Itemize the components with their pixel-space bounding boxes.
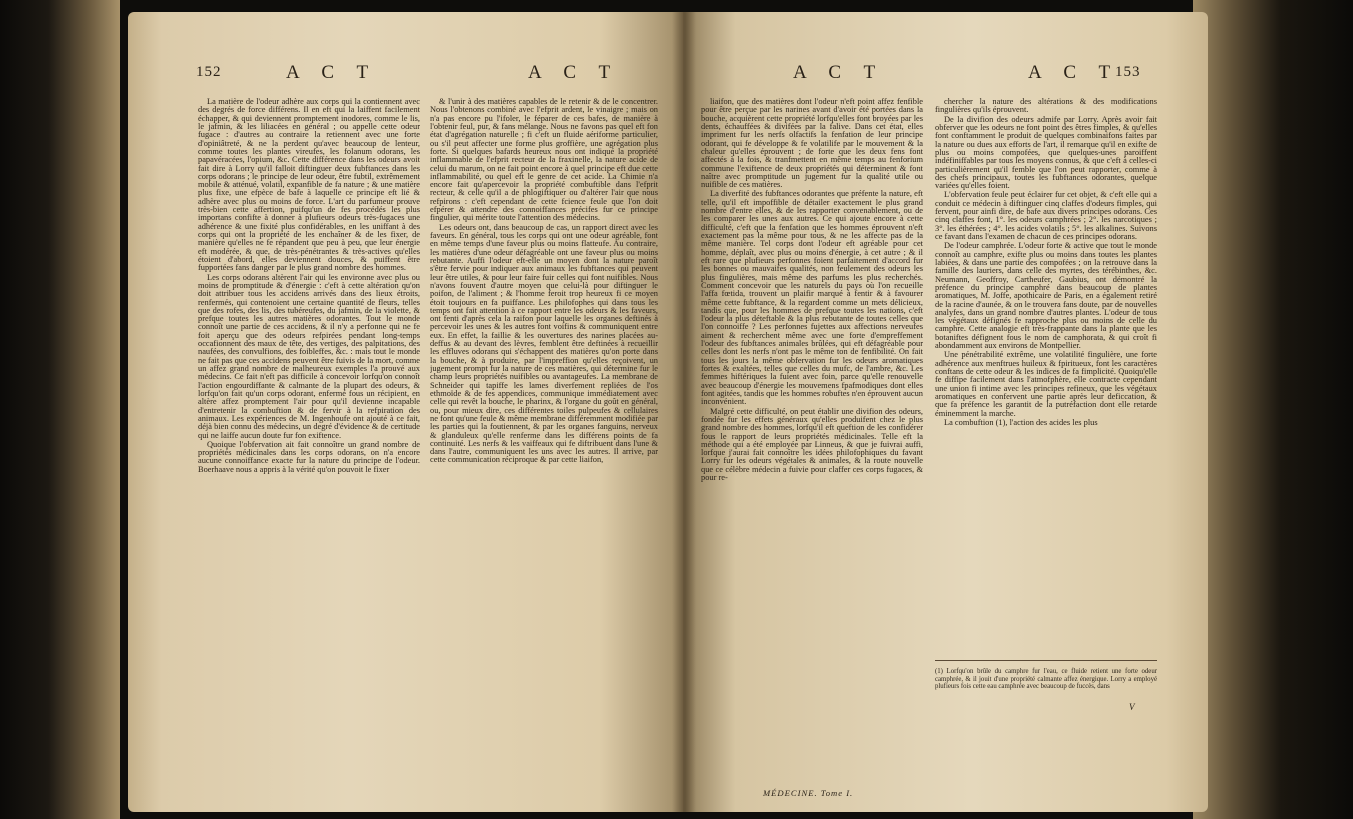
paragraph: & l'unir à des matières capables de le retenir & de le concentrer. Nous l'obtenons combiné avec l'efprit ardent, le vinaigre ; mais on n'a pas encore pu l'ifoler, le féparer de ces bafes, de manière à l'obtenir feul, pur, & fans mélange. Nous ne favons pas quel eft fon état d'agrégation naturelle ; fi c'eft un fluide aériforme particulier, ou s'il peut affecter une forme plus groffière, une agrégation plus forte. Si quelques bafards heureux nous ont indiqué la propriété inflammable de l'efprit recteur de la fraxinelle, la nature acide de celui du marum, on ne fait point encore à quel principe eft due cette inflammabilité, ou quel eft le genre de cet acide. La Chimie n'a encore fait qu'apercevoir la propriété combuftible dans l'efprit recteur, & celle qu'il a de phlogiftiquer ou d'altérer l'air que nous refpirons : c'eft cependant de cette fcience feule que l'on doit efpérer & attendre des connoiffances précifes fur ce principe fingulier, qui mérite toute l'attention des médecins. bbox=[430, 98, 658, 223]
paragraph: Les odeurs ont, dans beaucoup de cas, un rapport direct avec les faveurs. En général, tous les corps qui ont une odeur agréable, font en même temps d'une faveur plus ou moins flatteufe. Au contraire, les matières d'une odeur défagréable ont une faveur plus ou moins rebutante. Auffi l'odeur eft-elle un moyen dont la nature paroît s'être fervie pour indiquer aux animaux les fubftances qui peuvent leur être utiles, & pour leur faire fuir celles qui font nuifibles. Nous n'avons fouvent d'autre moyen que celui-là pour diftinguer le poifon, de l'aliment ; & l'homme feroit trop heureux fi ce moyen étoit toujours en fa puiffance. Les philofophes qui dans tous les temps ont fait attention à ce rapport entre les odeurs & les faveurs, ont fenti d'après cela la raifon pour laquelle les organes deftinés à percevoir les unes & les autres font voifins & communiquent entre eux. En effet, la faillie & les ouvertures des narines placées au-deffus & au devant des lèvres, femblent être deftinées à recueillir les effluves odorans qui s'échappent des matières qu'on porte dans la bouche, & à produire, par l'impreffion qu'elles reçoivent, un jugement prompt fur la nature de ces matières, qui détermine fur le champ leurs propriétés nuifibles ou avantageufes. La membrane de Schneider qui tapiffe les lames diverfement repliées de l'os ethmoïde & de fes appendices, communique immédiatement avec celle qui revêt la bouche, le pharinx, & l'organe du goût en général, ou, pour mieux dire, ces différentes toiles pulpeufes & cellulaires ne font qu'une feule & même membrane différemment modifiée par les parties qui la foutiennent, & par les organes fanguins, nerveux & glanduleux qu'elle renferme dans les différens points de fa continuité. Les nerfs & les vaiffeaux qui fe diftribuent dans l'une & dans l'autre, communiquent les uns avec les autres. Il arrive, par cette communication réciproque & par cette liaifon, bbox=[430, 222, 658, 465]
footnote-rule bbox=[935, 660, 1157, 661]
left-page bbox=[128, 12, 683, 812]
signature-line: MÉDECINE. Tome I. bbox=[763, 788, 854, 798]
section-paragraph: De la divifion des odeurs admife par Lorry. Après avoir fait obferver que les odeurs ne font point des êtres fimples, & qu'elles font conftamment le produit de quelques combinaifons faites par la nature ou dues aux efforts de l'art, il remarque qu'il en exifte de plus ou moins compofées, que quelques-unes paroiffent indéfiniffables par tous les moyens connus, & que c'eft à celles-ci particulièrement qu'il femble que l'on peut rapporter, comme à des chefs principaux, toutes les fubftances odorantes, quelque variées qu'elles foient. bbox=[935, 114, 1157, 191]
paragraph: Quoique l'obfervation ait fait connoître un grand nombre de propriétés médicinales dans les corps odorans, on n'a encore aucune connoiffance exacte fur la nature du principe de l'odeur. Boerhaave nous a appris à la vérité qu'on pouvoit le fixer bbox=[198, 439, 420, 474]
text-column-right bbox=[935, 98, 1157, 654]
paragraph: L'obfervation feule peut éclairer fur cet objet, & c'eft elle qui a conduit ce médecin à diftinguer cinq claffes d'odeurs fimples, qui fervent, pour ainfi dire, de bafe aux divers principes odorans. Ces cinq claffes font, 1°. les odeurs camphrées ; 2°. les narcotiques ; 3°. les éthérées ; 4°. les acides volatils ; 5°. les alkalines. Suivons ce favant dans l'examen de chacun de ces principes odorans. bbox=[935, 190, 1157, 241]
left-page-edges bbox=[0, 0, 120, 819]
paragraph: chercher la nature des altérations & des modifications fingulières qu'ils éprouvent. bbox=[935, 98, 1157, 115]
text-column-right bbox=[430, 98, 658, 798]
paragraph: liaifon, que des matières dont l'odeur n'eft point affez fenfible pour être perçue par les narines avant d'avoir été portées dans la bouche, acquièrent cette propriété lorfqu'elles font broyées par les dents, échauffées & divifées par la falive. Dans cet état, elles impriment fur les nerfs olfactifs la fenfation de leur principe odorant, qui fe développe & fe volatilife par le mouvement & la chaleur qu'elles éprouvent ; de forte que les deux fens font affectés à la fois, & tranfmettent en même temps au fenforium commune l'exiftence de deux propriétés qui déterminent & font naître avec promptitude un jugement fur la qualité utile ou nuifible de ces matières. bbox=[701, 98, 923, 190]
section-paragraph: De l'odeur camphrée. L'odeur forte & active que tout le monde connoît au camphre, exifte plus ou moins dans toutes les plantes labiées, & dans une partie des compofées ; on la retrouve dans la famille des lauriers, dans celle des myrtes, des térébinthes, &c. Neumann, Geoffroy, Cartheufer, Gaubius, ont démontré la préfence du principe camphré dans beaucoup de plantes aromatiques, M. Joffe, apothicaire de Paris, en a également retiré de la racine d'aunée, & on le trouvera fans doute, par de nouvelles analyfes, dans un grand nombre d'autres plantes. L'odeur de tous les végétaux défignés fe rapproche plus ou moins de celle du camphre. Cette analogie eft très-frappante dans la plante que les botaniftes défignent fous le nom de camphorata, & qui croît fi abondamment aux environs de Montpellier. bbox=[935, 241, 1157, 351]
text-column-left bbox=[198, 98, 420, 798]
paragraph: Une pénétrabilité extrême, une volatilité fingulière, une forte adhérence aux menftrues huileux & fpiritueux, font les caractères conftans de cette odeur & les indices de fa fimplicité. Quoiqu'elle fe diffipe facilement dans l'atmofphère, elle contracte cependant une union fi intime avec les principes refineux, que les végétaux aromatiques en confervent une partie après leur deficcation, & que fa préfence les garantit de la putréfaction dont elle retarde éminemment la marche. bbox=[935, 350, 1157, 418]
text-column-left bbox=[701, 98, 923, 786]
running-head: A C T bbox=[528, 62, 620, 83]
page-number: 152 bbox=[196, 64, 222, 80]
right-page-edges bbox=[1193, 0, 1353, 819]
paragraph: Malgré cette difficulté, on peut établir une divifion des odeurs, fondée fur les effets généraux qu'elles produifent chez le plus grand nombre des hommes, lorfqu'il eft queftion de les confidérer fous le rapport de leurs propriétés médicinales. Telle eft la méthode qui a été employée par Linneus, & que je fuivrai auffi, lorfque j'aurai fait connoître les idées philofophiques du favant Lorry fur les odeurs végétales & animales, & la route nouvelle que ce célèbre médecin a fuivie pour claffer ces corps fugaces, & pour re- bbox=[701, 406, 923, 483]
running-head: A C T bbox=[286, 62, 378, 83]
page-number: 153 bbox=[1115, 64, 1141, 80]
running-head: A C T bbox=[793, 62, 885, 83]
paragraph: La matière de l'odeur adhère aux corps qui la contiennent avec des degrés de force différens. Il en eft qui la laiffent facilement échapper, & qui deviennent promptement inodores, comme le lis, le jafmin, & les liliacées en général ; ou appelle cette odeur fugace : d'autres au contraire la retiennent avec une forte d'opiniâtreté, & ne la perdent qu'avec beaucoup de lenteur, comme toutes les plantes vireufes, les folanum odorans, les papavéracées, l'opium, &c. Cette différence dans les odeurs avoit fait dire à Lorry qu'il falloit diftinguer deux fubftances dans les corps odorans ; le principe de leur odeur, être fubtil, extrêmement mobile & atténué, volatil, expanfible de fa nature ; & une matière plus fixe, une efpèce de bafe à laquelle ce principe eft lié & adhère avec plus ou moins de force. L'art du parfumeur prouve très-bien cette affertion, puifqu'un de fes procédés les plus importans confifte à donner à plufieurs odeurs très-fugaces une adhérence & une fixité plus confidérables, en les uniffant à des corps qui ont la propriété de les enchaîner & de les fixer, de manière qu'elles ne fe répandent que peu à peu, que leur énergie eft modérée, & que, de très-pénétrantes & très-actives qu'elles étoient d'abord, elles deviennent douces, & puiffent être fupportées fans danger par le plus grand nombre des hommes. bbox=[198, 98, 420, 273]
paragraph: Les corps odorans altèrent l'air qui les environne avec plus ou moins de promptitude & d'énergie : c'eft à cette altération qu'on doit attribuer tous les accidens arrivés dans des lieux étroits, renfermés, qui contenoient une certaine quantité de fleurs, telles que des rofes, des lis, des tubéreufes, du jafmin, de la violette, & prefque toutes les autres matières odorantes. Tout le monde connoît une partie de ces accidens, & il n'y a perfonne qui ne fe foit aperçu que des odeurs refpirées pendant long-temps occafionnent des maux de tête, des vertiges, des palpitations, des naufées, des convulfions, des foibleffes, &c. : mais tout le monde ne fait pas que ces accidens peuvent être fuivis de la mort, comme un affez grand nombre de malheureux exemples l'a prouvé aux médecins. Ce fait n'eft pas difficile à concevoir lorfqu'on connoît l'action engourdiffante & calmante de la plupart des odeurs, & lorfqu'on fait qu'un corps odorant, enfermé fous un récipient, en altère affez promptement l'air pour qu'il devienne incapable d'entretenir la combuftion & de fervir à la refpiration des animaux. Les expériences de M. Ingenhoufe ont ajouté à ce fait, déjà bien connu des médecins, un degré d'évidence & de certitude qui ne laiffe aucun doute fur fon exiftence. bbox=[198, 272, 420, 440]
paragraph: La diverfité des fubftances odorantes que préfente la nature, eft telle, qu'il eft impoffible de détailer exactement le plus grand nombre d'entre elles, & de les rapporter convenablement, ou de les comparer les unes aux autres. Ce qui ajoute encore à cette difficulté, c'eft que la fenfation que les hommes éprouvent n'eft exactement pas la même pour tous, & ne les affecte pas de la même manière. Tel corps dont l'odeur eft agréable pour cet homme, déplaît, avec plus ou moins d'énergie, à cet autre ; & il eft rare que plufieurs perfonnes foient parfaitement d'accord fur les bonnes ou mauvaifes qualités, non feulement des odeurs les plus fingulières, mais même des parfums les plus recherchés. Comment concevoir que les naturels du pays où l'on recueille l'affa fœtida, trouvent un plaifir marqué à fentir & à favourer même cette fubftance, & la regardent comme un mets délicieux, tandis que, pour les hommes de prefque toutes les nations, c'eft l'odeur la plus déteftable & la plus rebutante de toutes celles que l'on connoiffe ? Les perfonnes fujettes aux affections nerveufes aiment & recherchent même avec une forte d'empreffement l'odeur des fubftances animales brûlées, qui eft défagréable pour celles dont les nerfs n'ont pas le même ton de fenfibilité. On fait tous les jours la même obfervation fur les odeurs aromatiques fortes & exaltées, telles que celles du mufc, de l'ambre, &c. Les femmes hiftériques la fuient avec foin, parce qu'elle renouvelle avec beaucoup d'énergie les mouvemens fpafmodiques dont elles font agitées, tandis que les hommes robuftes n'en éprouvent aucun inconvénient. bbox=[701, 189, 923, 407]
running-head: A C T bbox=[1028, 62, 1120, 83]
signature-mark: V bbox=[1129, 702, 1135, 712]
book-gutter bbox=[672, 12, 696, 812]
footnote: (1) Lorfqu'on brûle du camphre fur l'eau, ce fluide retient une forte odeur camphrée, & il jouit d'une propriété calmante affez énergique. Lorry a employé plufieurs fois cette eau camphrée avec beaucoup de fuccès, dans bbox=[935, 668, 1157, 691]
right-page bbox=[683, 12, 1208, 812]
paragraph: La combuftion (1), l'action des acides les plus bbox=[944, 417, 1098, 427]
